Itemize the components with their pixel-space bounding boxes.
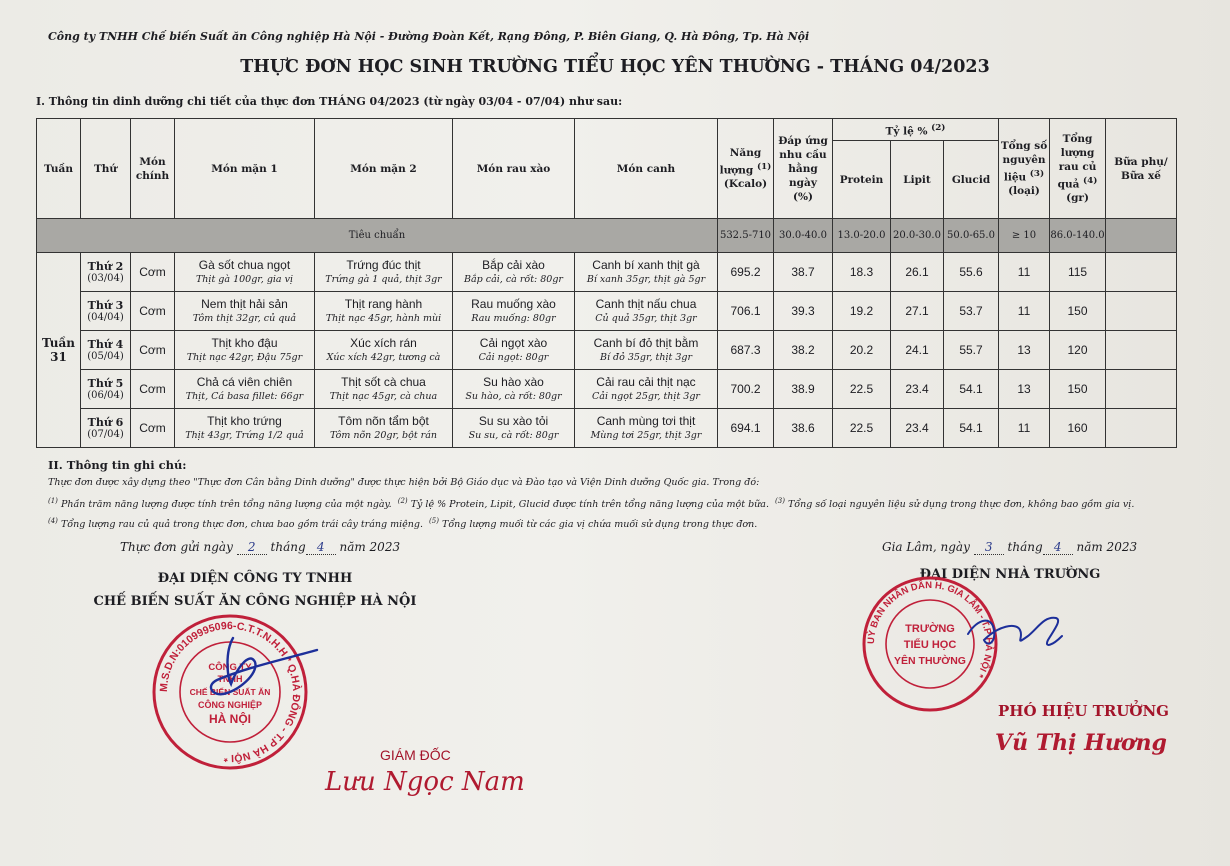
stamp-line: CÔNG TY <box>208 662 252 673</box>
section1-heading: I. Thông tin dinh dưỡng chi tiết của thực đơn THÁNG 04/2023 (từ ngày 03/04 - 07/04) như sau: <box>36 95 623 108</box>
notes-intro: Thực đơn được xây dựng theo "Thực đơn Cân bằng Dinh dưỡng" được thực hiện bởi Bộ Giáo dục và Đào tạo và Viện Dinh dưỡng Quốc gia. Trong đó: <box>48 477 760 488</box>
page-title: THỰC ĐƠN HỌC SINH TRƯỜNG TIỂU HỌC YÊN THƯỜNG - THÁNG 04/2023 <box>240 57 990 77</box>
vice-principal-signature <box>958 596 1078 666</box>
header-mon-man-2: Món mặn 2 <box>315 119 453 219</box>
header-mon-rau-xao: Món rau xào <box>453 119 575 219</box>
vice-principal-title: PHÓ HIỆU TRƯỞNG <box>998 702 1169 720</box>
sent-date: Thực đơn gửi ngày 2 tháng 4 năm 2023 <box>120 540 401 554</box>
header-nang-luong: Năng lượng $^{(1)}$ (Kcalo) <box>718 119 774 219</box>
header-mon-man-1: Món mặn 1 <box>175 119 315 219</box>
place-date: Gia Lâm, ngày 3 tháng 4 năm 2023 <box>882 540 1138 554</box>
standard-nguyen-lieu: ≥ 10 <box>999 219 1050 253</box>
week-label: Tuần 31 <box>37 253 81 448</box>
stamp-ring-text: UỶ BAN NHÂN DÂN H. GIA LÂM - T.P HÀ NỘI * <box>865 579 995 680</box>
table-row: Thứ 5 (06/04) Cơm Chả cá viên chiên Thịt, Cá basa fillet: 66gr Thịt sốt cà chua Thịt nạc 45gr, cà chua Su hào xào Su hào, cà rốt: 80gr Cải rau cải thịt nạc Cải ngọt 25gr, thịt 3gr 700.2 38.9 22.5 23.4 54.1 13 150 <box>37 370 1177 409</box>
school-representative: ĐẠI DIỆN NHÀ TRƯỜNG <box>919 567 1101 582</box>
table-row: Thứ 4 (05/04) Cơm Thịt kho đậu Thịt nạc 42gr, Đậu 75gr Xúc xích rán Xúc xích 42gr, tương cà Cải ngọt xào Cải ngọt: 80gr Canh bí đỏ thịt bằm Bí đỏ 35gr, thịt 3gr 687.3 38.2 20.2 24.1 55.7 13 120 <box>37 331 1177 370</box>
header-bua-phu: Bữa phụ/ Bữa xế <box>1106 119 1177 219</box>
header-lipit: Lipit <box>891 141 944 219</box>
header-dap-ung: Đáp ứng nhu cầu hằng ngày (%) <box>774 119 833 219</box>
standard-nang-luong: 532.5-710 <box>718 219 774 253</box>
director-title: GIÁM ĐỐC <box>380 747 451 763</box>
standard-row <box>37 219 1177 253</box>
header-thu: Thứ <box>81 119 131 219</box>
director-signature <box>185 632 335 712</box>
stamp-line: HÀ NỘI <box>209 712 251 726</box>
header-protein: Protein <box>833 141 891 219</box>
menu-table <box>36 118 1177 448</box>
stamp-line: TRƯỜNG <box>905 623 955 635</box>
header-mon-canh: Món canh <box>575 119 718 219</box>
stamp-ring-text: M.S.D.N:0109995096-C.T.T.N.H.H * Q.HÀ ĐÔNG - T.P HÀ NỘI * <box>157 619 303 765</box>
stamp-line: CÔNG NGHIỆP <box>197 700 263 710</box>
director-name: Lưu Ngọc Nam <box>325 767 525 797</box>
header-tong-rau: Tổng lượng rau củ quả $^{(4)}$ (gr) <box>1050 119 1106 219</box>
header-ty-le: Tỷ lệ % $^{(2)}$ <box>833 119 999 141</box>
standard-lipit: 20.0-30.0 <box>891 219 944 253</box>
stamp-line: TNHH <box>217 674 243 684</box>
notes-line-1: $^{(1)}$ Phần trăm năng lượng được tính trên tổng năng lượng của một ngày. $^{(2)}$ Tỷ lệ % Protein, Lipit, Glucid được tính trên tổng năng lượng của một bữa. $^{(3)}$ Tổng số loại nguyên liệu sử dụng trong thực đơn, không bao gồm gia vị. <box>48 497 1135 511</box>
table-row: Tuần 31 Thứ 2 (03/04) Cơm Gà sốt chua ngọt Thịt gà 100gr, gia vị Trứng đúc thịt Trứng gà 1 quả, thịt 3gr Bắp cải xào Bắp cải, cà rốt: 80gr Canh bí xanh thịt gà Bí xanh 35gr, thịt gà 5gr 695.2 38.7 18.3 26.1 55.6 11 115 <box>37 253 1177 292</box>
company-header: Công ty TNHH Chế biến Suất ăn Công nghiệp Hà Nội - Đường Đoàn Kết, Rạng Đông, P. Biên Giang, Q. Hà Đông, Tp. Hà Nội <box>48 30 810 43</box>
stamp-line: TIỂU HỌC <box>903 639 957 651</box>
standard-dap-ung: 30.0-40.0 <box>774 219 833 253</box>
header-glucid: Glucid <box>944 141 999 219</box>
notes-line-2: $^{(4)}$ Tổng lượng rau củ quả trong thực đơn, chưa bao gồm trái cây tráng miệng. $^{(5)}$ Tổng lượng muối từ các gia vị chứa muối sử dụng trong thực đơn. <box>48 517 758 531</box>
header-tong-nguyen-lieu: Tổng số nguyên liệu $^{(3)}$ (loại) <box>999 119 1050 219</box>
section2-heading: II. Thông tin ghi chú: <box>48 458 187 472</box>
stamp-line: CHẾ BIẾN SUẤT ĂN <box>189 687 271 697</box>
table-row: Thứ 3 (04/04) Cơm Nem thịt hải sản Tôm thịt 32gr, củ quả Thịt rang hành Thịt nạc 45gr, hành mùi Rau muống xào Rau muống: 80gr Canh thịt nấu chua Củ quả 35gr, thịt 3gr 706.1 39.3 19.2 27.1 53.7 11 150 <box>37 292 1177 331</box>
header-tuan: Tuần <box>37 119 81 219</box>
header-mon-chinh: Món chính <box>131 119 175 219</box>
table-row: Thứ 6 (07/04) Cơm Thịt kho trứng Thịt 43gr, Trứng 1/2 quả Tôm nõn tẩm bột Tôm nõn 20gr, bột rán Su su xào tỏi Su su, cà rốt: 80gr Canh mùng tơi thịt Mùng tơi 25gr, thịt 3gr 694.1 38.6 22.5 23.4 54.1 11 160 <box>37 409 1177 448</box>
standard-protein: 13.0-20.0 <box>833 219 891 253</box>
standard-rau: 86.0-140.0 <box>1050 219 1106 253</box>
standard-label: Tiêu chuẩn <box>37 219 718 253</box>
vice-principal-name: Vũ Thị Hương <box>995 730 1167 756</box>
stamp-line: YÊN THƯỜNG <box>894 655 966 667</box>
company-representative: ĐẠI DIỆN CÔNG TY TNHH CHẾ BIẾN SUẤT ĂN CÔNG NGHIỆP HÀ NỘI <box>93 571 417 609</box>
standard-glucid: 50.0-65.0 <box>944 219 999 253</box>
